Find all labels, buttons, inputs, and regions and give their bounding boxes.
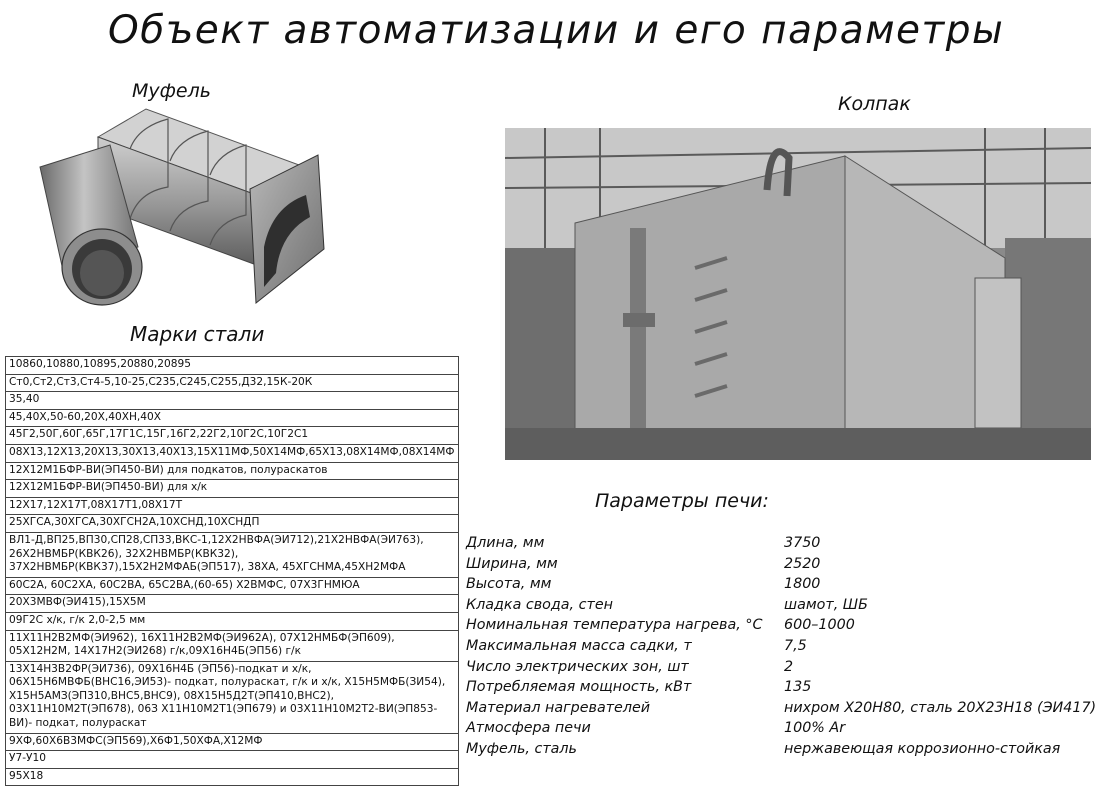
param-value: шамот, ШБ: [784, 596, 868, 613]
grade-cell: 45,40Х,50-60,20Х,40ХН,40Х: [6, 409, 459, 427]
param-row: [466, 617, 1086, 638]
table-row: [6, 409, 459, 427]
param-name: Муфель, сталь: [466, 740, 577, 757]
table-row: [6, 751, 459, 769]
table-row: [6, 357, 459, 375]
grade-cell: У7-У10: [6, 751, 459, 769]
grade-cell: 12Х12М1БФР-ВИ(ЭП450-ВИ) для подкатов, полураскатов: [6, 462, 459, 480]
muffle-illustration: [18, 97, 336, 319]
grade-cell: 13Х14Н3В2ФР(ЭИ736), 09Х16Н4Б (ЭП56)-подкат и х/к, 06Х15Н6МВФБ(ВНС16,ЭИ53)- подкат, полураскат, г/к и х/к, Х15Н5МФБ(ЗИ54), Х15Н5АМЗ(ЭП310,ВНС5,ВНС9), 08Х15Н5Д2Т(ЭП410,ВНС2), 03Х11Н10М2Т(ЭП678), 06З Х11Н10М2Т1(ЭП679) и 03Х11Н10М2Т2-ВИ(ЭП853-ВИ)- подкат, полураскат: [6, 661, 459, 733]
param-name: Кладка свода, стен: [466, 596, 613, 613]
table-row: [6, 661, 459, 733]
grade-cell: 45Г2,50Г,60Г,65Г,17Г1С,15Г,16Г2,22Г2,10Г2С,10Г2С1: [6, 427, 459, 445]
table-row: [6, 427, 459, 445]
table-row: [6, 462, 459, 480]
param-value: нержавеющая коррозионно-стойкая: [784, 740, 1061, 757]
grade-cell: 20Х3МВФ(ЭИ415),15Х5М: [6, 595, 459, 613]
steel-grades-table: [5, 356, 459, 786]
param-value: 2: [784, 658, 794, 675]
param-row: [466, 741, 1086, 762]
param-name: Материал нагревателей: [466, 699, 651, 716]
table-row: [6, 374, 459, 392]
page-title: Объект автоматизации и его параметры: [108, 8, 1005, 53]
table-row: [6, 480, 459, 498]
param-row: [466, 679, 1086, 700]
grade-cell: 9ХФ,60Х6В3МФС(ЭП569),Х6Ф1,50ХФА,Х12МФ: [6, 733, 459, 751]
param-value: 1800: [784, 576, 821, 593]
param-value: 7,5: [784, 637, 807, 654]
grade-cell: 08Х13,12Х13,20Х13,30Х13,40Х13,15Х11МФ,50Х14МФ,65Х13,08Х14МФ,08Х14МФ: [6, 444, 459, 462]
grade-cell: 12Х17,12Х17Т,08Х17Т1,08Х17Т: [6, 497, 459, 515]
grade-cell: ВЛ1-Д,ВП25,ВП30,СП28,СП33,ВКС-1,12Х2НВФА(ЭИ712),21Х2НВФА(ЭИ763), 26Х2НВМБР(КВК26), 32Х2НВМБР(КВК32), 37Х2НВМБР(КВК37),15Х2Н2МФАБ(ЭП517), 38ХА, 45ХГСНМА,45ХН2МФА: [6, 532, 459, 577]
param-name: Ширина, мм: [466, 555, 558, 572]
furnace-params-caption: Параметры печи:: [595, 490, 769, 512]
table-row: [6, 733, 459, 751]
param-row: [466, 659, 1086, 680]
grade-cell: 11Х11Н2В2МФ(ЭИ962), 16Х11Н2В2МФ(ЭИ962А), 07Х12НМБФ(ЭП609), 05Х12Н2М, 14Х17Н2(ЭИ268) г/к,09Х16Н4Б(ЭП56) г/к: [6, 630, 459, 661]
param-name: Номинальная температура нагрева, °С: [466, 617, 763, 634]
param-name: Максимальная масса садки, т: [466, 637, 692, 654]
grade-cell: Ст0,Ст2,Ст3,Ст4-5,10-25,С235,С245,С255,Д32,15К-20К: [6, 374, 459, 392]
grade-cell: 95Х18: [6, 768, 459, 786]
bell-caption: Колпак: [838, 93, 911, 115]
param-name: Длина, мм: [466, 535, 545, 551]
table-row: [6, 768, 459, 786]
param-row: [466, 576, 1086, 597]
grade-cell: 10860,10880,10895,20880,20895: [6, 357, 459, 375]
param-value: 100% Ar: [784, 720, 846, 737]
param-value: 135: [784, 679, 812, 696]
steel-grades-caption: Марки стали: [130, 322, 265, 346]
bell-furnace-photo: [505, 128, 1091, 460]
table-row: [6, 515, 459, 533]
furnace-params-list: [466, 535, 1097, 762]
param-value: нихром Х20Н80, сталь 20Х23Н18 (ЭИ417): [784, 699, 1097, 716]
table-row: [6, 595, 459, 613]
grade-cell: 09Г2С х/к, г/к 2,0-2,5 мм: [6, 612, 459, 630]
table-row: [6, 392, 459, 410]
param-row: [466, 720, 1086, 741]
table-row: [6, 532, 459, 577]
param-row: [466, 638, 1086, 659]
param-row: [466, 556, 1086, 577]
param-name: Атмосфера печи: [466, 720, 591, 737]
param-name: Высота, мм: [466, 576, 552, 593]
table-row: [6, 577, 459, 595]
param-row: [466, 597, 1086, 618]
grade-cell: 25ХГСА,30ХГСА,30ХГСН2А,10ХСНД,10ХСНДП: [6, 515, 459, 533]
param-value: 600–1000: [784, 617, 855, 634]
grade-cell: 35,40: [6, 392, 459, 410]
param-value: 2520: [784, 555, 821, 572]
param-value: 3750: [784, 535, 821, 551]
grade-cell: 12Х12М1БФР-ВИ(ЭП450-ВИ) для х/к: [6, 480, 459, 498]
param-name: Число электрических зон, шт: [466, 658, 689, 675]
muffle-caption: Муфель: [132, 80, 211, 102]
param-row: [466, 535, 1086, 556]
param-row: [466, 699, 1097, 721]
param-name: Потребляемая мощность, кВт: [466, 679, 692, 696]
table-row: [6, 630, 459, 661]
table-row: [6, 497, 459, 515]
table-row: [6, 444, 459, 462]
table-row: [6, 612, 459, 630]
grade-cell: 60С2А, 60С2ХА, 60С2ВА, 65С2ВА,(60-65) Х2ВМФС, 07Х3ГНМЮА: [6, 577, 459, 595]
